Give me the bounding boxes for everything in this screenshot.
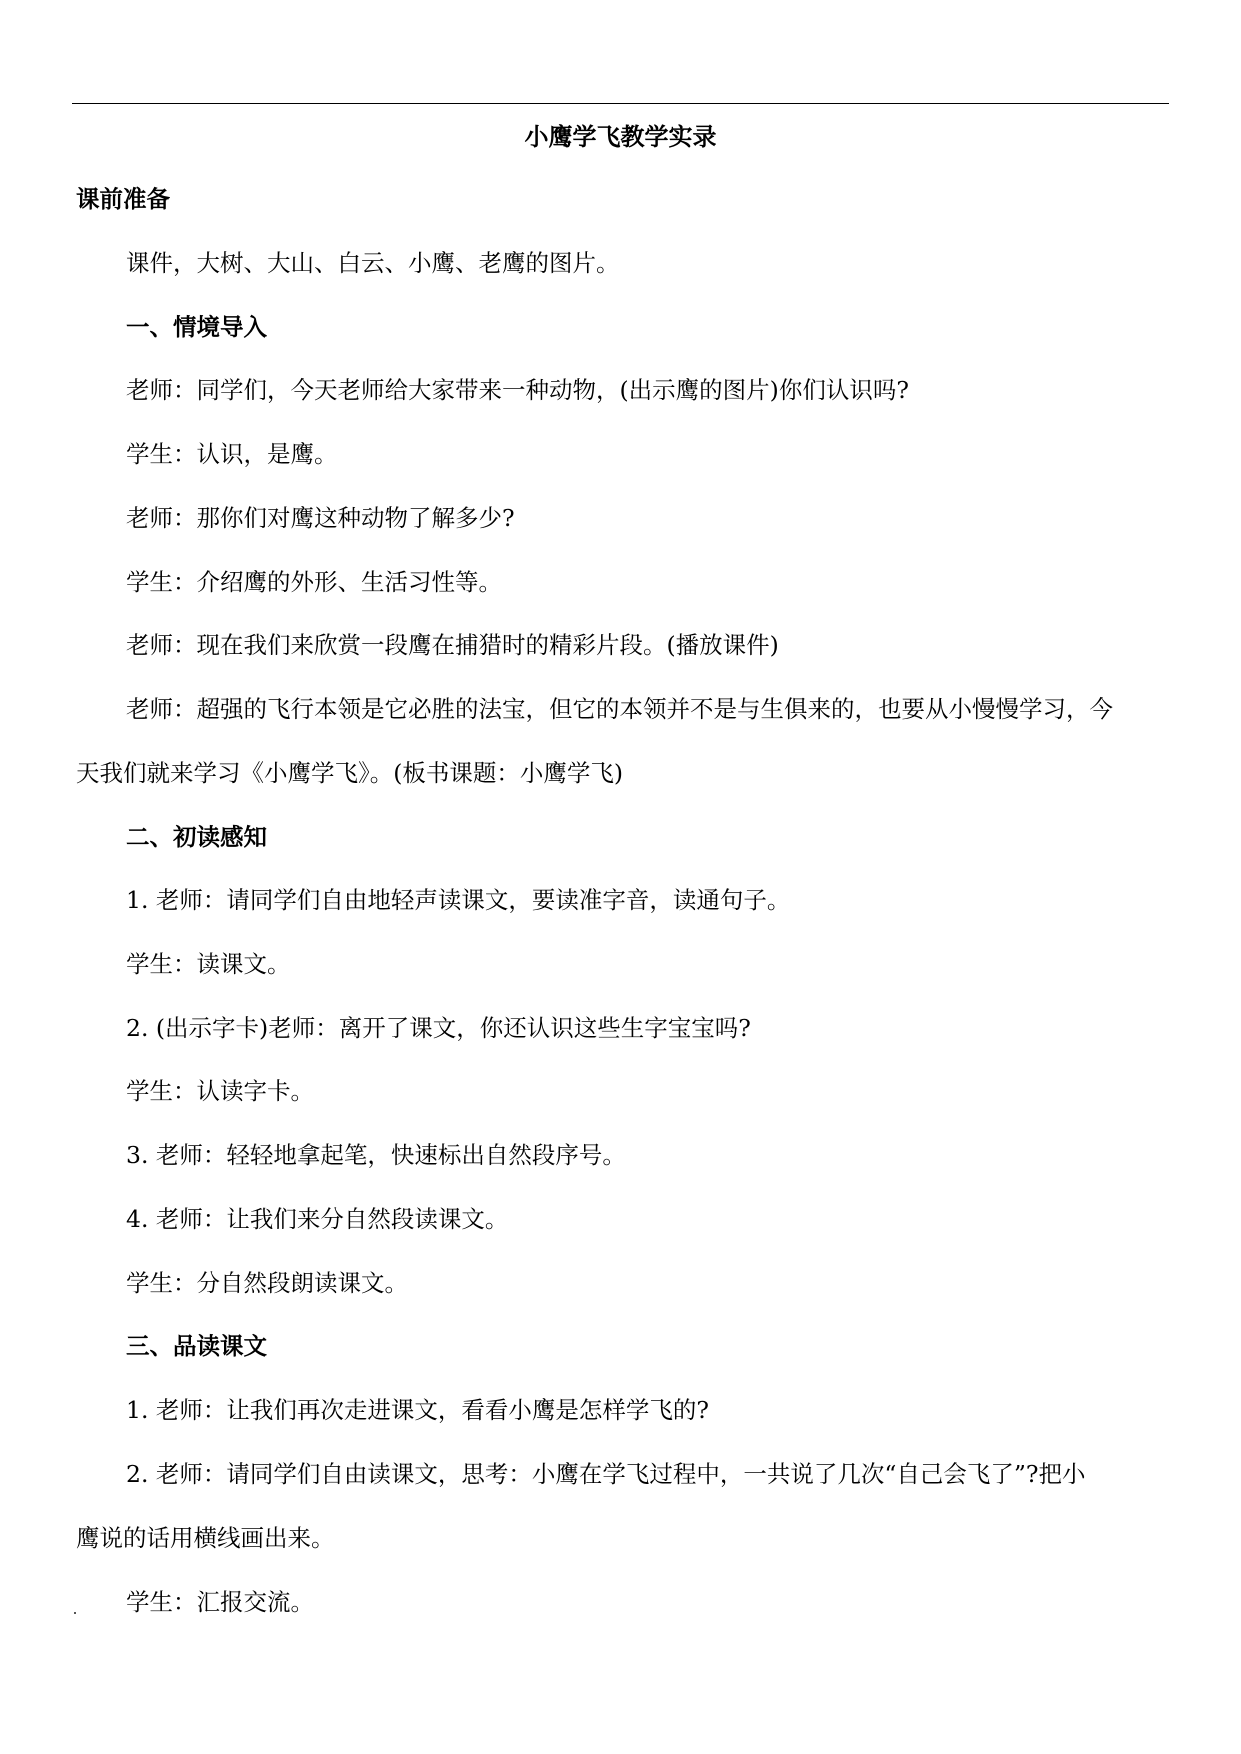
section-heading-part1: 一、情境导入: [126, 313, 267, 341]
paragraph-part1-3: 老师：那你们对鹰这种动物了解多少?: [126, 504, 515, 532]
paragraph-part1-5: 老师：现在我们来欣赏一段鹰在捕猎时的精彩片段。(播放课件): [126, 631, 779, 659]
paragraph-part3-2: 2. 老师：请同学们自由读课文，思考：小鹰在学飞过程中，一共说了几次“自己会飞了”?把小: [126, 1460, 1086, 1488]
paragraph-part1-6-continued: 天我们就来学习《小鹰学飞》。(板书课题：小鹰学飞): [76, 759, 624, 787]
paragraph-part3-2-continued: 鹰说的话用横线画出来。: [76, 1524, 335, 1552]
document-title: 小鹰学飞教学实录: [524, 123, 717, 151]
paragraph-part2-2: 学生：读课文。: [126, 950, 291, 978]
paragraph-part1-4: 学生：介绍鹰的外形、生活习性等。: [126, 568, 502, 596]
section-heading-part2: 二、初读感知: [126, 823, 267, 851]
scan-artifact-dot: [74, 1612, 76, 1614]
paragraph-part3-1: 1. 老师：让我们再次走进课文，看看小鹰是怎样学飞的?: [126, 1396, 709, 1424]
paragraph-part2-5: 3. 老师：轻轻地拿起笔，快速标出自然段序号。: [126, 1141, 626, 1169]
paragraph-preparation: 课件，大树、大山、白云、小鹰、老鹰的图片。: [126, 249, 620, 277]
section-heading-part3: 三、品读课文: [126, 1332, 267, 1360]
paragraph-part2-4: 学生：认读字卡。: [126, 1077, 314, 1105]
paragraph-part2-7: 学生：分自然段朗读课文。: [126, 1269, 408, 1297]
paragraph-part2-3: 2. (出示字卡)老师：离开了课文，你还认识这些生字宝宝吗?: [126, 1014, 751, 1042]
section-heading-preparation: 课前准备: [76, 185, 170, 213]
paragraph-part1-6: 老师：超强的飞行本领是它必胜的法宝，但它的本领并不是与生俱来的，也要从小慢慢学习，今: [126, 695, 1113, 723]
header-rule: [72, 103, 1169, 104]
paragraph-part2-6: 4. 老师：让我们来分自然段读课文。: [126, 1205, 509, 1233]
paragraph-part3-3: 学生：汇报交流。: [126, 1588, 314, 1616]
paragraph-part1-2: 学生：认识，是鹰。: [126, 440, 338, 468]
paragraph-part1-1: 老师：同学们，今天老师给大家带来一种动物，(出示鹰的图片)你们认识吗?: [126, 376, 909, 404]
paragraph-part2-1: 1. 老师：请同学们自由地轻声读课文，要读准字音，读通句子。: [126, 886, 791, 914]
